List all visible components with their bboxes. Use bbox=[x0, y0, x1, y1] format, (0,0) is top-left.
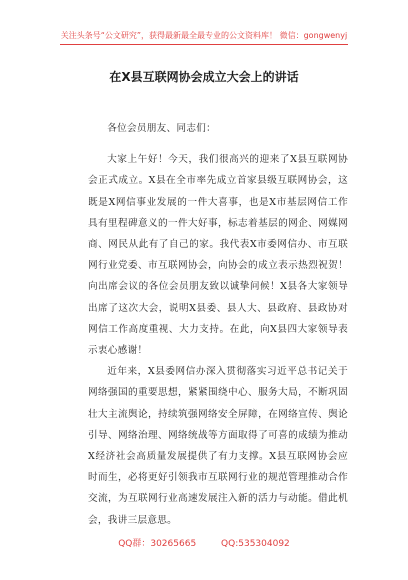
qq-number: QQ:535304092 bbox=[221, 539, 290, 549]
salutation: 各位会员朋友、同志们： bbox=[107, 123, 217, 134]
document-body bbox=[88, 118, 348, 531]
footer-contact bbox=[0, 536, 408, 549]
paragraph-2: 近年来，X县委网信办深入贯彻落实习近平总书记关于网络强国的重要思想，紧紧围绕中心、服务大局，不断巩固壮大主流舆论，持续筑强网络安全屏障，在网络宣传、舆论引导、网络治理、网络统战等方面取得了可喜的成绩为推动X经济社会高质量发展提供了有力支撑。X县互联网协会应时而生，必将更好引领我市互联网行业的规范管理推动合作交流，为互联网行业高速发展注入新的活力与动能。借此机会，我讲三层意思。 bbox=[88, 366, 348, 526]
header-divider bbox=[60, 44, 348, 45]
document-title: 在X县互联网协会成立大会上的讲话 bbox=[109, 70, 299, 84]
qq-group: QQ群：30265665 bbox=[118, 539, 197, 549]
header-banner: 关注头条号“公文研究”，获得最新最全最专业的公文资料库！ 微信：gongwenyj bbox=[60, 31, 348, 40]
paragraph-1: 大家上午好！今天，我们很高兴的迎来了X县互联网协会正式成立。X县在全市率先成立首家县级互联网协会，这既是X网信事业发展的一件大喜事，也是X市基层网信工作具有里程碑意义的一件大好事，标志着基层的网企、网媒网商、网民从此有了自己的家。我代表X市委网信办、市互联网行业党委、市互联网协会，向协会的成立表示热烈祝贺！向出席会议的各位会员朋友致以诚挚问候！X县各大家领导出席了这次大会，说明X县委、县人大、县政府、县政协对网信工作高度重视、大力支持。在此，向X县四大家领导表示衷心感谢！ bbox=[88, 154, 348, 357]
